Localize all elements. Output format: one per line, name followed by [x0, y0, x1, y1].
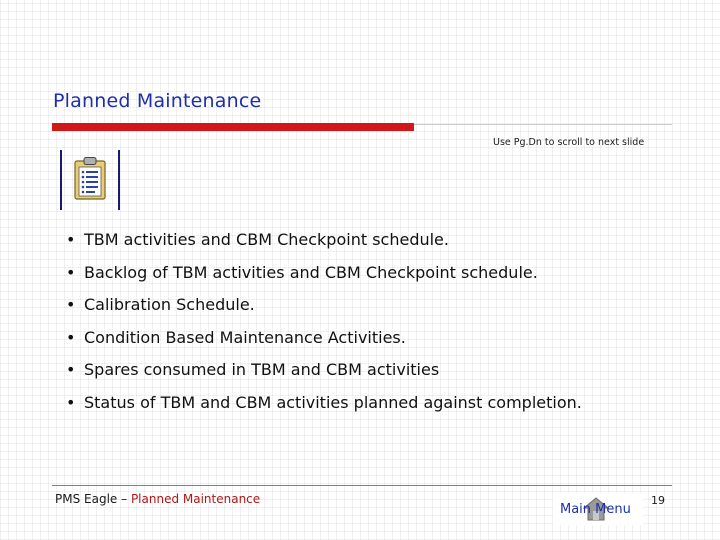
title-underline-bar	[52, 123, 414, 131]
clipboard-icon	[73, 156, 107, 200]
main-menu-button[interactable]	[553, 493, 643, 525]
page-number: 19	[651, 494, 665, 507]
clipboard-frame	[60, 150, 120, 210]
title-underline-rule	[414, 124, 672, 125]
footer-divider	[52, 485, 672, 486]
navigation-hint: Use Pg.Dn to scroll to next slide	[493, 137, 645, 148]
footer-caption	[55, 492, 260, 506]
footer-section-name: Planned Maintenance	[130, 492, 261, 506]
slide-title: Planned Maintenance	[53, 90, 262, 112]
main-menu-label: Main Menu	[560, 502, 631, 517]
footer-separator: –	[117, 492, 131, 506]
list-item: • TBM activities and CBM Checkpoint schedule.	[66, 230, 449, 249]
list-item: • Spares consumed in TBM and CBM activities	[66, 360, 440, 380]
list-item: • Calibration Schedule.	[66, 295, 255, 315]
list-item: • Condition Based Maintenance Activities.	[66, 327, 406, 347]
bullet-list	[66, 228, 582, 424]
list-item: • Status of TBM and CBM activities planned against completion.	[66, 392, 582, 412]
footer-app-name: PMS Eagle	[55, 492, 118, 506]
list-item: • Backlog of TBM activities and CBM Checkpoint schedule.	[66, 262, 538, 282]
